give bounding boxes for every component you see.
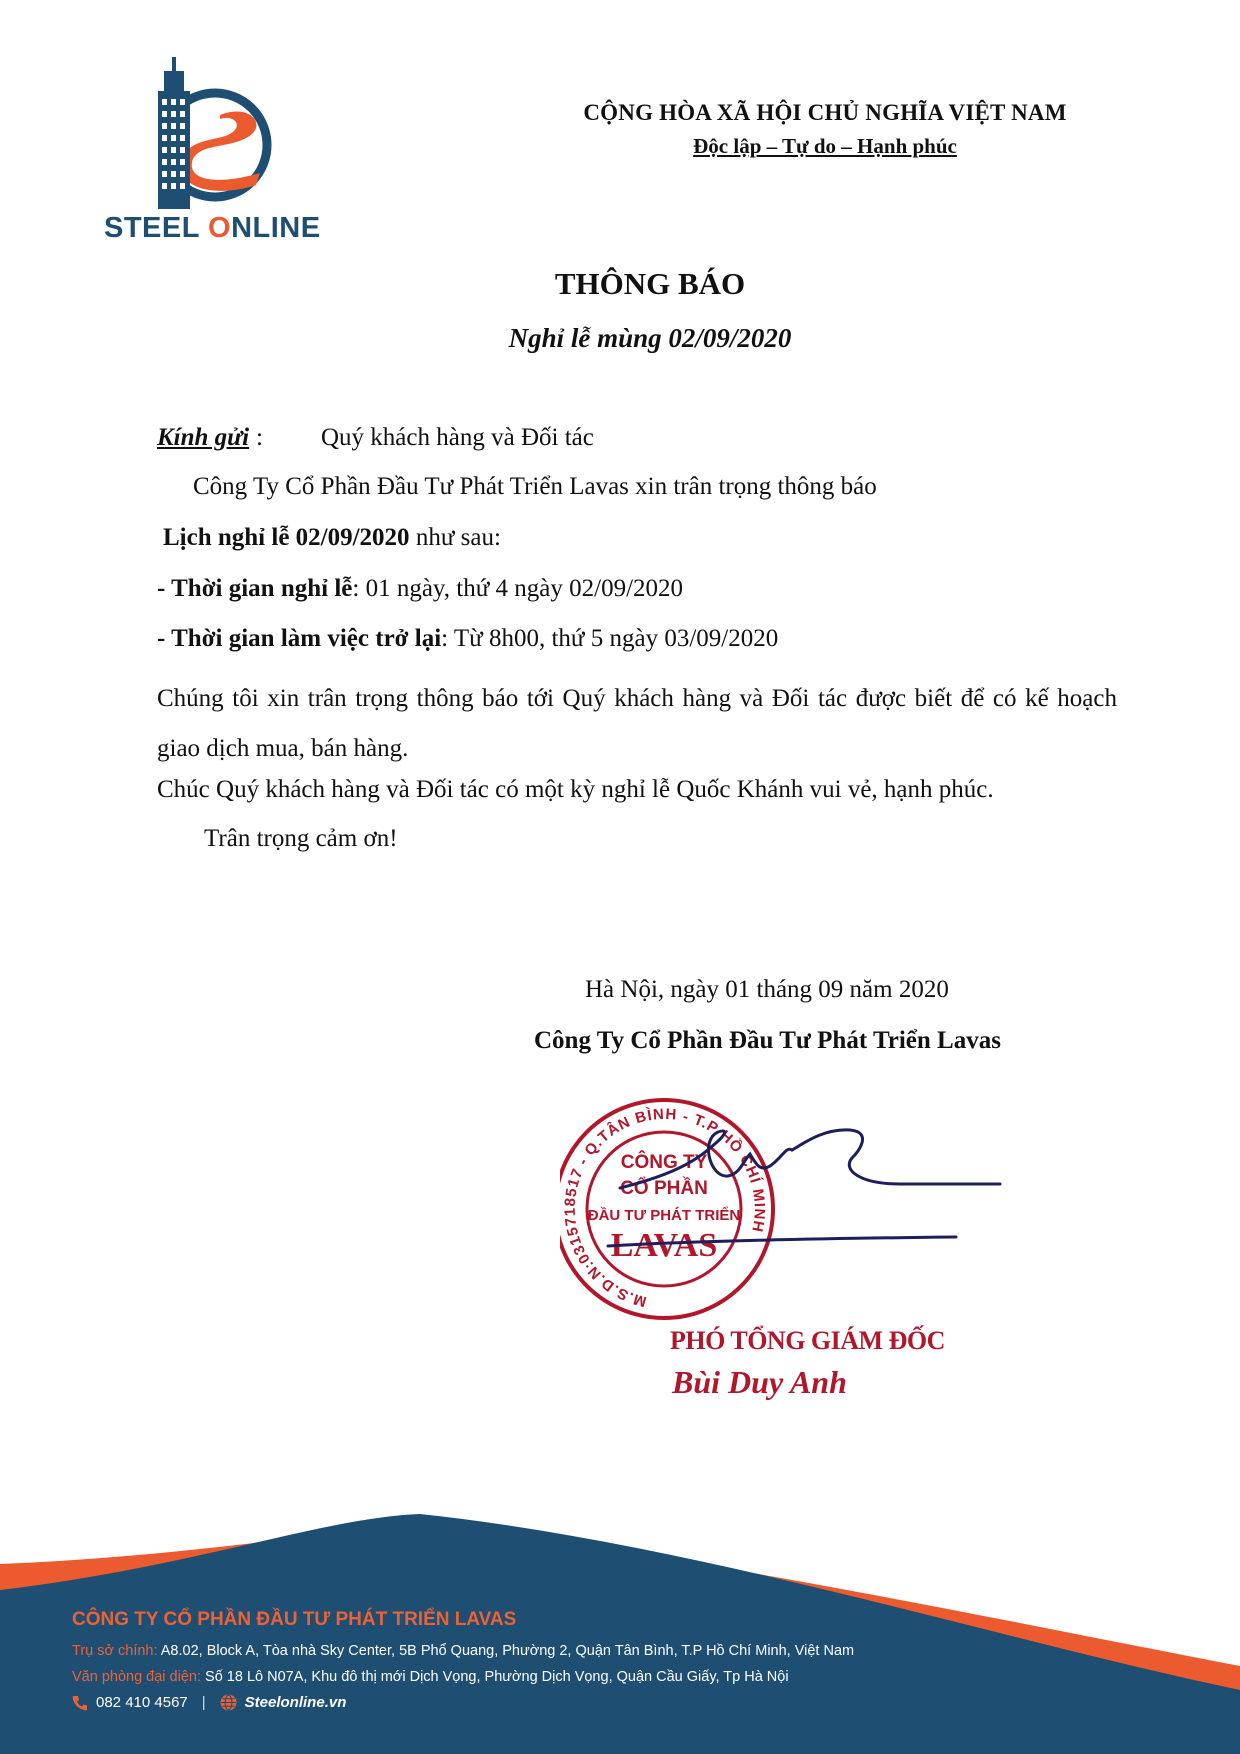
- national-header: [540, 100, 1110, 159]
- contact-separator: |: [201, 1694, 206, 1711]
- document-subtitle: Nghỉ lễ mùng 02/09/2020: [508, 323, 792, 353]
- notice-paragraph: Chúng tôi xin trân trọng thông báo tới Quý khách hàng và Đối tác được biết để có kế hoạch giao dịch mua, bán hàng.: [157, 685, 1117, 762]
- footer-contact: [72, 1694, 346, 1711]
- holiday-period: - Thời gian nghỉ lễ: 01 ngày, thứ 4 ngày 02/09/2020: [157, 575, 684, 602]
- stamp-ring-text: M.S.D.N:0315718517 - Q.TÂN BÌNH - T.P HỒ CHÍ MINH: [561, 1105, 768, 1311]
- recipient-value: Quý khách hàng và Đối tác: [321, 424, 594, 451]
- stamp-line-1: CÔNG TY: [620, 1152, 708, 1173]
- footer-company-name: CÔNG TY CỔ PHẦN ĐẦU TƯ PHÁT TRIỂN LAVAS: [72, 1609, 517, 1630]
- globe-icon: [220, 1694, 237, 1711]
- footer-headquarters: Trụ sở chính: A8.02, Block A, Tòa nhà Sky Center, 5B Phổ Quang, Phường 2, Quận Tân Bình, T.P Hồ Chí Minh, Việt Nam: [72, 1643, 855, 1659]
- signer-title: PHÓ TỔNG GIÁM ĐỐC: [670, 1326, 945, 1355]
- signing-date: Hà Nội, ngày 01 tháng 09 năm 2020: [585, 976, 949, 1003]
- tower-logo-icon: [158, 57, 267, 209]
- website-link[interactable]: Steelonline.vn: [244, 1694, 347, 1711]
- recipient-label: Kính gửi: [157, 424, 250, 451]
- announcement-intro: Công Ty Cổ Phần Đầu Tư Phát Triển Lavas xin trân trọng thông báo: [193, 473, 877, 500]
- logo-wordmark: STEEL ONLINE: [104, 212, 321, 244]
- phone-icon: [72, 1695, 88, 1711]
- national-title: CỘNG HÒA XÃ HỘI CHỦ NGHĨA VIỆT NAM: [583, 100, 1067, 125]
- company-stamp: [560, 1088, 1030, 1348]
- stamp-line-2: CỔ PHẦN: [620, 1178, 708, 1199]
- signer-name: Bùi Duy Anh: [672, 1364, 847, 1400]
- signing-company: Công Ty Cổ Phần Đầu Tư Phát Triển Lavas: [534, 1027, 1001, 1054]
- return-to-work: - Thời gian làm việc trở lại: Từ 8h00, thứ 5 ngày 03/09/2020: [157, 625, 779, 652]
- document-title: THÔNG BÁO: [554, 266, 746, 301]
- footer-representative-office: Văn phòng đại diện: Số 18 Lô N07A, Khu đô thị mới Dịch Vọng, Phường Dịch Vọng, Quận Cầu Giấy, Tp Hà Nội: [72, 1669, 789, 1685]
- closing-thanks: Trân trọng cảm ơn!: [204, 825, 398, 852]
- phone-number[interactable]: 082 410 4567: [96, 1694, 188, 1711]
- recipient-colon: :: [256, 424, 263, 451]
- greeting-paragraph: Chúc Quý khách hàng và Đối tác có một kỳ nghỉ lễ Quốc Khánh vui vẻ, hạnh phúc.: [157, 776, 994, 803]
- national-motto: Độc lập – Tự do – Hạnh phúc: [693, 134, 957, 158]
- stamp-line-3: ĐẦU TƯ PHÁT TRIỂN: [587, 1207, 741, 1224]
- holiday-schedule-heading: Lịch nghỉ lễ 02/09/2020 như sau:: [163, 524, 501, 551]
- stamp-line-4: LAVAS: [610, 1227, 718, 1264]
